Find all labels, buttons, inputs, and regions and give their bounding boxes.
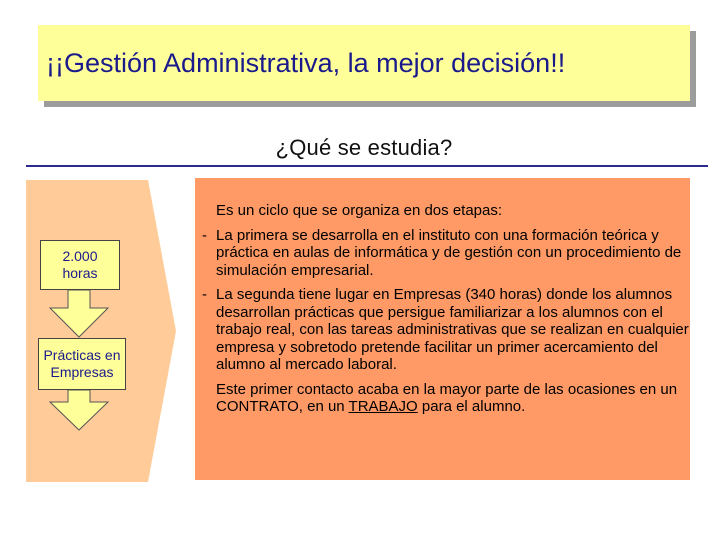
step-internship-label: Prácticas en Empresas [43, 347, 121, 380]
subtitle-text: ¿Qué se estudia? [275, 135, 453, 160]
bullet-stage-one [195, 227, 690, 280]
divider-line [26, 165, 708, 167]
closing-text-start: Este primer contacto acaba en la mayor parte de las ocasiones en un CONTRATO, en un [216, 380, 678, 415]
step-hours-label: 2.000 horas [62, 248, 98, 281]
trabajo-link[interactable]: TRABAJO [348, 398, 418, 415]
step-internship [38, 338, 126, 390]
slide-subtitle [0, 135, 728, 161]
closing-paragraph [195, 381, 690, 416]
title-banner [38, 25, 690, 101]
closing-text-end: para el alumno. [417, 398, 526, 415]
intro-paragraph: Es un ciclo que se organiza en dos etapas: [216, 202, 503, 219]
down-arrow-icons [26, 180, 146, 440]
bullet-stage-two [195, 286, 690, 374]
content-box [195, 178, 690, 480]
step-hours [40, 240, 120, 290]
bullet-stage-two-text: La segunda tiene lugar en Empresas (340 horas) donde los alumnos desarrollan prácticas que persigue familiarizar a los alumnos con el trabajo real, con las tareas administrativas que se realizan en cualquier empresa y sobretodo pretende facilitar un primer acercamiento del alumno al mercado laboral. [216, 286, 689, 373]
bullet-marker: - [202, 226, 207, 244]
bullet-marker: - [202, 286, 207, 303]
bullet-stage-one-text: La primera se desarrolla en el instituto con una formación teórica y práctica en aulas de informática y de gestión con un procedimiento de simulación empresarial. [216, 226, 682, 279]
slide-title: ¡¡Gestión Administrativa, la mejor decisión!! [46, 47, 566, 78]
